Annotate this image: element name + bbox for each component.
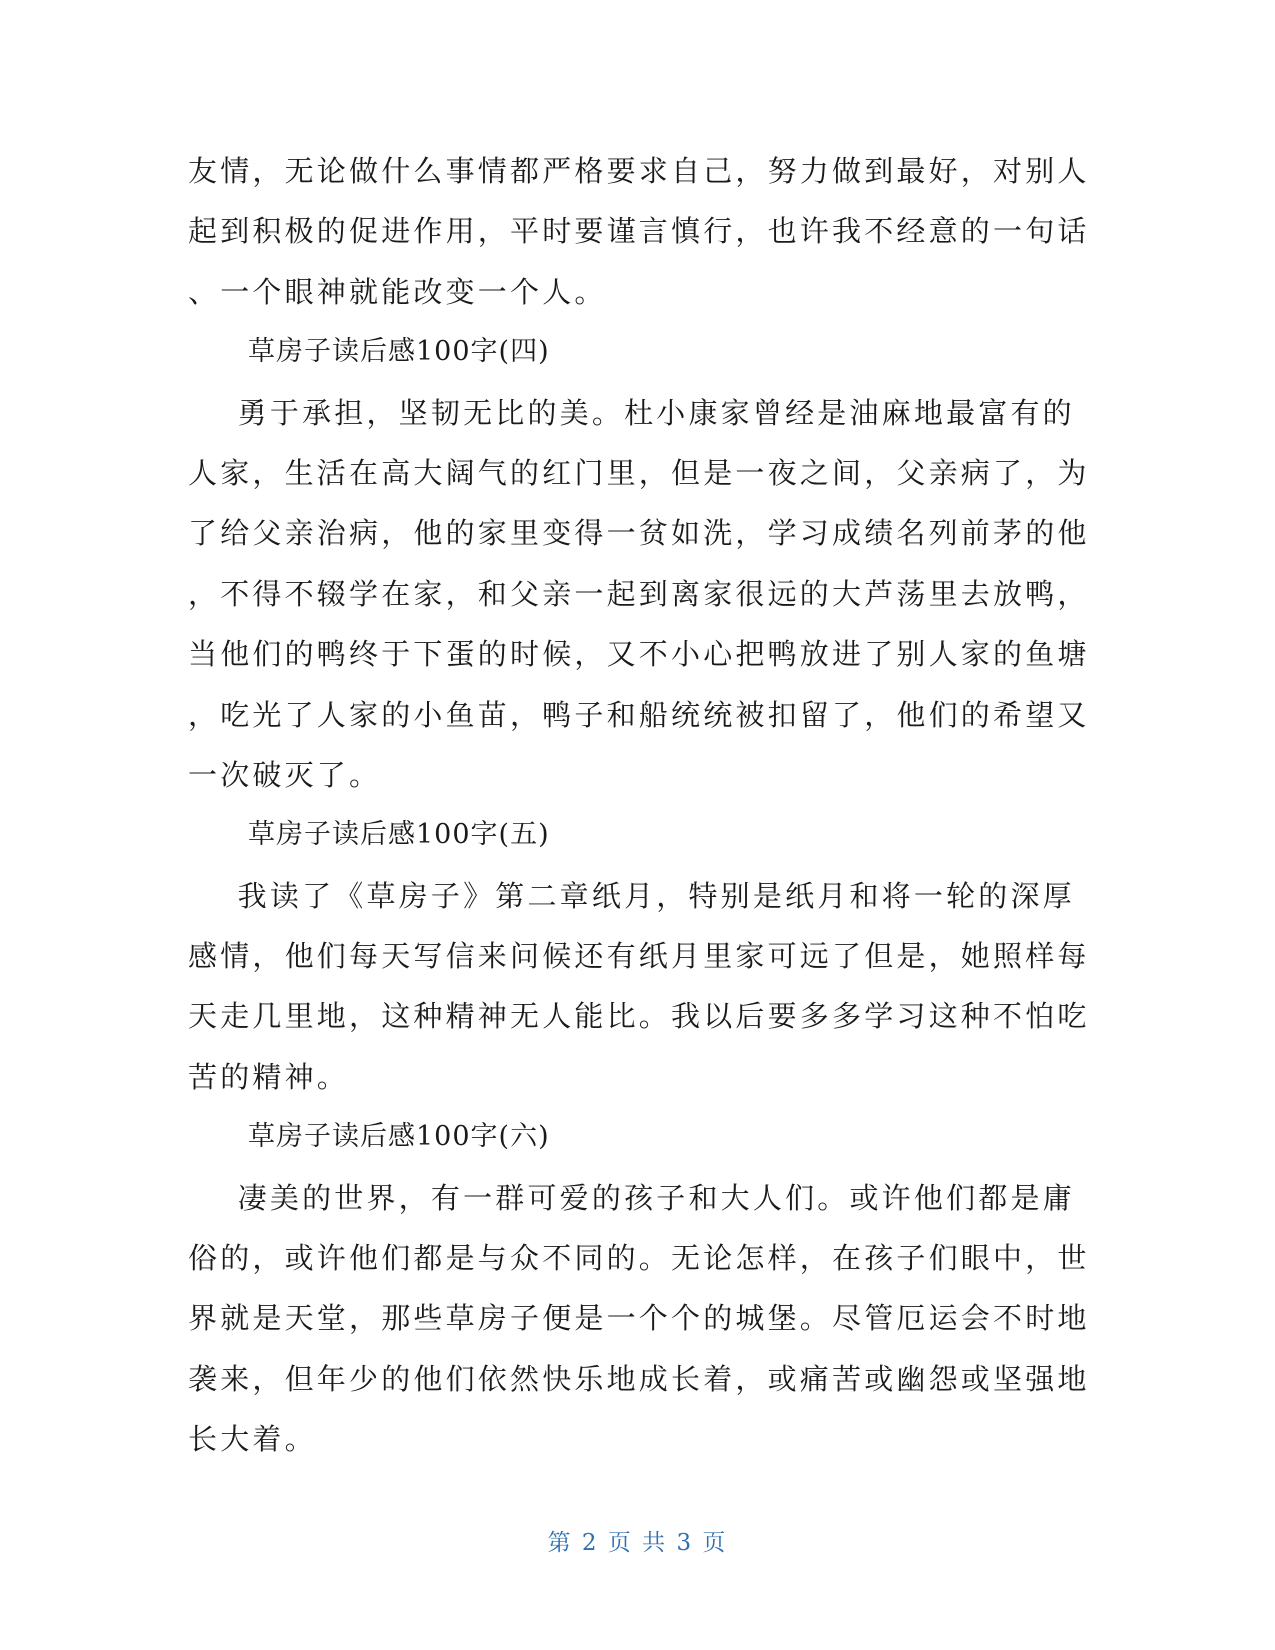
text-line: 长大着。: [188, 1422, 317, 1457]
text-line: 凄美的世界，有一群可爱的孩子和大人们。或许他们都是庸: [188, 1180, 1075, 1215]
text-line: 袭来，但年少的他们依然快乐地成长着，或痛苦或幽怨或坚强地: [188, 1361, 1090, 1396]
text-line: 俗的，或许他们都是与众不同的。无论怎样，在孩子们眼中，世: [188, 1241, 1090, 1276]
text-line: 了给父亲治病，他的家里变得一贫如洗，学习成绩名列前茅的他: [188, 516, 1090, 551]
text-line: 天走几里地，这种精神无人能比。我以后要多多学习这种不怕吃: [188, 999, 1090, 1034]
text-line: ，吃光了人家的小鱼苗，鸭子和船统统被扣留了，他们的希望又: [188, 697, 1090, 732]
text-line: 我读了《草房子》第二章纸月，特别是纸月和将一轮的深厚: [188, 878, 1075, 913]
text-line: 界就是天堂，那些草房子便是一个个的城堡。尽管厄运会不时地: [188, 1301, 1090, 1336]
text-line: 、一个眼神就能改变一个人。: [188, 274, 607, 309]
section-heading-5: 草房子读后感100字(五): [248, 819, 550, 851]
paragraph-friendship: [188, 141, 1090, 322]
page-number-footer: 第 2 页 共 3 页: [547, 1530, 728, 1556]
paragraph-beautiful-world: [188, 1168, 1090, 1470]
text-line: 当他们的鸭终于下蛋的时候，又不小心把鸭放进了别人家的鱼塘: [188, 637, 1090, 672]
text-line: 勇于承担，坚韧无比的美。杜小康家曾经是油麻地最富有的: [188, 395, 1075, 430]
text-line: 起到积极的促进作用，平时要谨言慎行，也许我不经意的一句话: [188, 214, 1090, 249]
paragraph-du-xiaokang: [188, 383, 1090, 806]
document-body: [188, 141, 1090, 1470]
text-line: 一次破灭了。: [188, 757, 382, 792]
text-line: 人家，生活在高大阔气的红门里，但是一夜之间，父亲病了，为: [188, 455, 1090, 490]
section-heading-6: 草房子读后感100字(六): [248, 1121, 550, 1153]
paragraph-zhiyue: [188, 866, 1090, 1108]
text-line: ，不得不辍学在家，和父亲一起到离家很远的大芦荡里去放鸭，: [188, 576, 1090, 611]
section-heading-4: 草房子读后感100字(四): [248, 336, 550, 368]
text-line: 感情，他们每天写信来问候还有纸月里家可远了但是，她照样每: [188, 939, 1090, 974]
text-line: 苦的精神。: [188, 1059, 350, 1094]
text-line: 友情，无论做什么事情都严格要求自己，努力做到最好，对别人: [188, 154, 1090, 188]
